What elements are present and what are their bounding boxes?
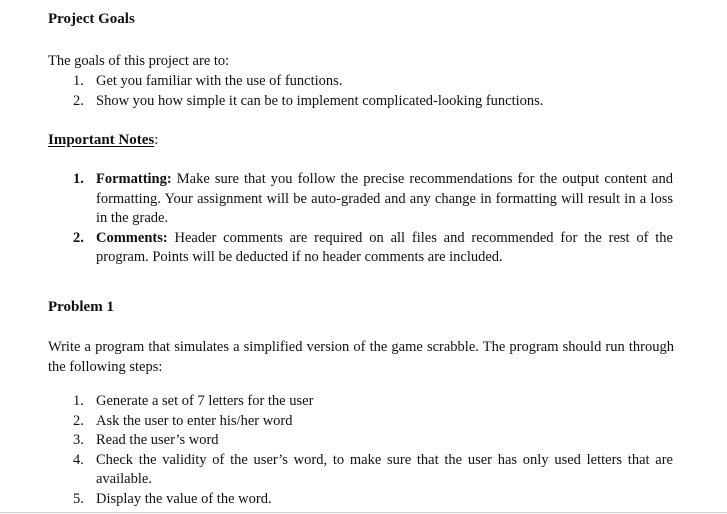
heading-colon: : — [154, 132, 159, 148]
problem-1-description: Write a program that simulates a simplified version of the game scrabble. The program should run through the following steps: — [48, 339, 674, 375]
notes-list — [73, 170, 673, 268]
list-number: 1. — [73, 73, 84, 89]
list-item — [73, 392, 673, 412]
list-number: 2. — [73, 412, 84, 429]
list-number: 1. — [73, 393, 84, 409]
project-goals-heading: Project Goals — [48, 11, 135, 27]
list-item — [73, 170, 673, 229]
problem-1-heading: Problem 1 — [48, 299, 114, 315]
list-item-text: Get you familiar with the use of functions. — [96, 73, 343, 89]
note-text: Header comments are required on all files and recommended for the rest of the program. Points will be deducted if no header comments are included. — [96, 229, 673, 265]
note-label: Comments: — [96, 229, 168, 246]
important-notes-title: Important Notes — [48, 132, 155, 148]
problem-1-steps — [73, 392, 673, 509]
note-text: Make sure that you follow the precise recommendations for the output content and formatting. Your assignment will be auto-graded and any change in formatting will result in a loss in the grade. — [96, 171, 673, 226]
list-item — [73, 71, 676, 91]
list-number: 4. — [73, 451, 84, 468]
list-item-text: Display the value of the word. — [96, 490, 272, 507]
list-item — [73, 229, 673, 268]
list-item — [73, 412, 673, 432]
list-item-text: Show you how simple it can be to implement complicated-looking functions. — [96, 93, 544, 109]
page-divider — [0, 512, 727, 513]
list-item — [73, 451, 673, 490]
important-notes-heading — [48, 132, 158, 149]
list-item-text: Read the user’s word — [96, 432, 219, 448]
goals-list — [73, 71, 676, 111]
list-item — [73, 431, 673, 451]
list-number: 5. — [73, 490, 84, 507]
list-number: 3. — [73, 432, 84, 448]
list-item-text: Check the validity of the user’s word, to make sure that the user has only used letters that are available. — [96, 451, 673, 487]
list-item — [73, 490, 673, 510]
list-number: 2. — [73, 93, 84, 109]
list-item-text: Generate a set of 7 letters for the user — [96, 393, 314, 409]
goals-intro: The goals of this project are to: — [48, 53, 230, 69]
list-item-text: Ask the user to enter his/her word — [96, 412, 293, 429]
list-number: 1. — [73, 171, 84, 187]
list-number: 2. — [73, 229, 84, 246]
list-item — [73, 91, 676, 111]
note-label: Formatting: — [96, 171, 172, 187]
